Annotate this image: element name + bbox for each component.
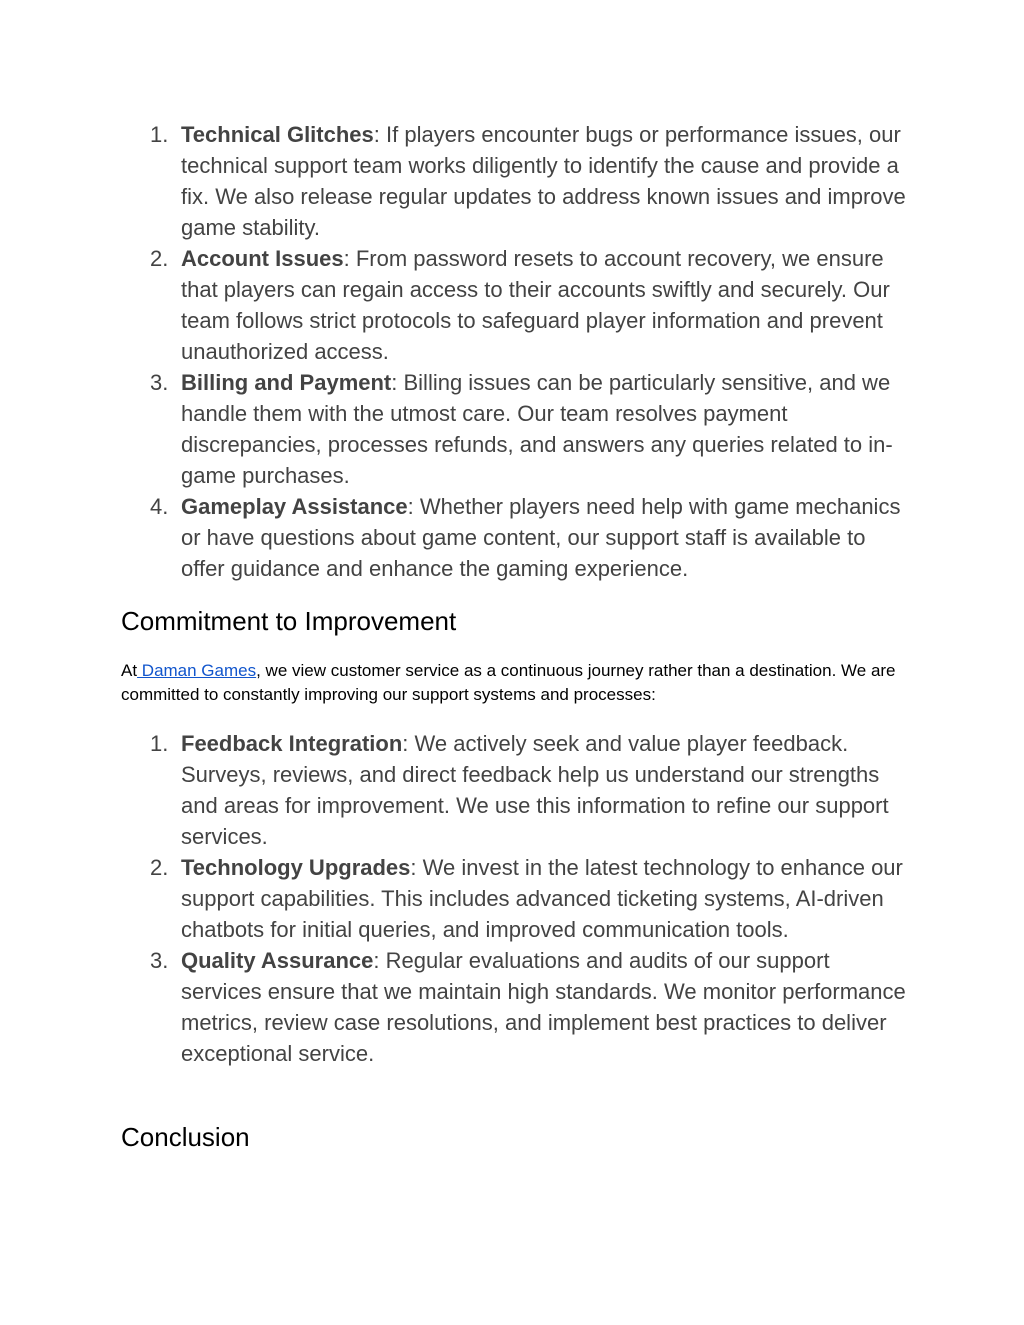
intro-text-after: , we view customer service as a continuous journey rather than a destination. We are committed to constantly improving our support systems and processes: xyxy=(121,661,896,704)
list-item xyxy=(121,119,911,243)
improvement-intro-paragraph xyxy=(121,659,911,707)
list-term: Quality Assurance xyxy=(181,948,374,973)
list-text: : Whether players need help with game mechanics or have questions about game content, our support staff is available to offer guidance and enhance the gaming experience. xyxy=(181,494,901,581)
list-term: Technology Upgrades xyxy=(181,855,411,880)
list-number: 3. xyxy=(150,948,169,973)
daman-games-link[interactable]: Daman Games xyxy=(137,661,257,680)
list-number: 1. xyxy=(150,731,169,756)
improvement-list xyxy=(121,728,911,1069)
list-term: Technical Glitches xyxy=(181,122,374,147)
list-text: : We invest in the latest technology to enhance our support capabilities. This includes advanced ticketing systems, AI-driven chatbots for initial queries, and improved communication tools. xyxy=(181,855,903,942)
list-text: : If players encounter bugs or performance issues, our technical support team works diligently to identify the cause and provide a fix. We also release regular updates to address known issues and improve game stability. xyxy=(181,122,906,240)
list-item xyxy=(121,852,911,945)
list-item xyxy=(121,945,911,1069)
list-text: : We actively seek and value player feedback. Surveys, reviews, and direct feedback help us understand our strengths and areas for improvement. We use this information to refine our support services. xyxy=(181,731,889,849)
section-heading-conclusion: Conclusion xyxy=(121,1122,250,1152)
section-heading-improvement: Commitment to Improvement xyxy=(121,606,457,636)
list-term: Feedback Integration xyxy=(181,731,403,756)
list-term: Billing and Payment xyxy=(181,370,392,395)
list-item xyxy=(121,367,911,491)
list-text: : From password resets to account recovery, we ensure that players can regain access to their accounts swiftly and securely. Our team follows strict protocols to safeguard player information and prevent unauthorized access. xyxy=(181,246,890,364)
list-number: 4. xyxy=(150,494,169,519)
list-text: : Regular evaluations and audits of our support services ensure that we maintain high standards. We monitor performance metrics, review case resolutions, and implement best practices to deliver exceptional service. xyxy=(181,948,906,1066)
list-text: : Billing issues can be particularly sensitive, and we handle them with the utmost care. Our team resolves payment discrepancies, processes refunds, and answers any queries related to in-game purchases. xyxy=(181,370,893,488)
list-number: 2. xyxy=(150,246,169,271)
list-number: 3. xyxy=(150,370,169,395)
list-term: Account Issues xyxy=(181,246,344,271)
intro-text-before: At xyxy=(121,661,138,680)
support-issues-list xyxy=(121,119,911,584)
list-number: 2. xyxy=(150,855,169,880)
list-item xyxy=(121,491,911,584)
list-item xyxy=(121,728,911,852)
list-number: 1. xyxy=(150,122,169,147)
list-term: Gameplay Assistance xyxy=(181,494,408,519)
list-item xyxy=(121,243,911,367)
